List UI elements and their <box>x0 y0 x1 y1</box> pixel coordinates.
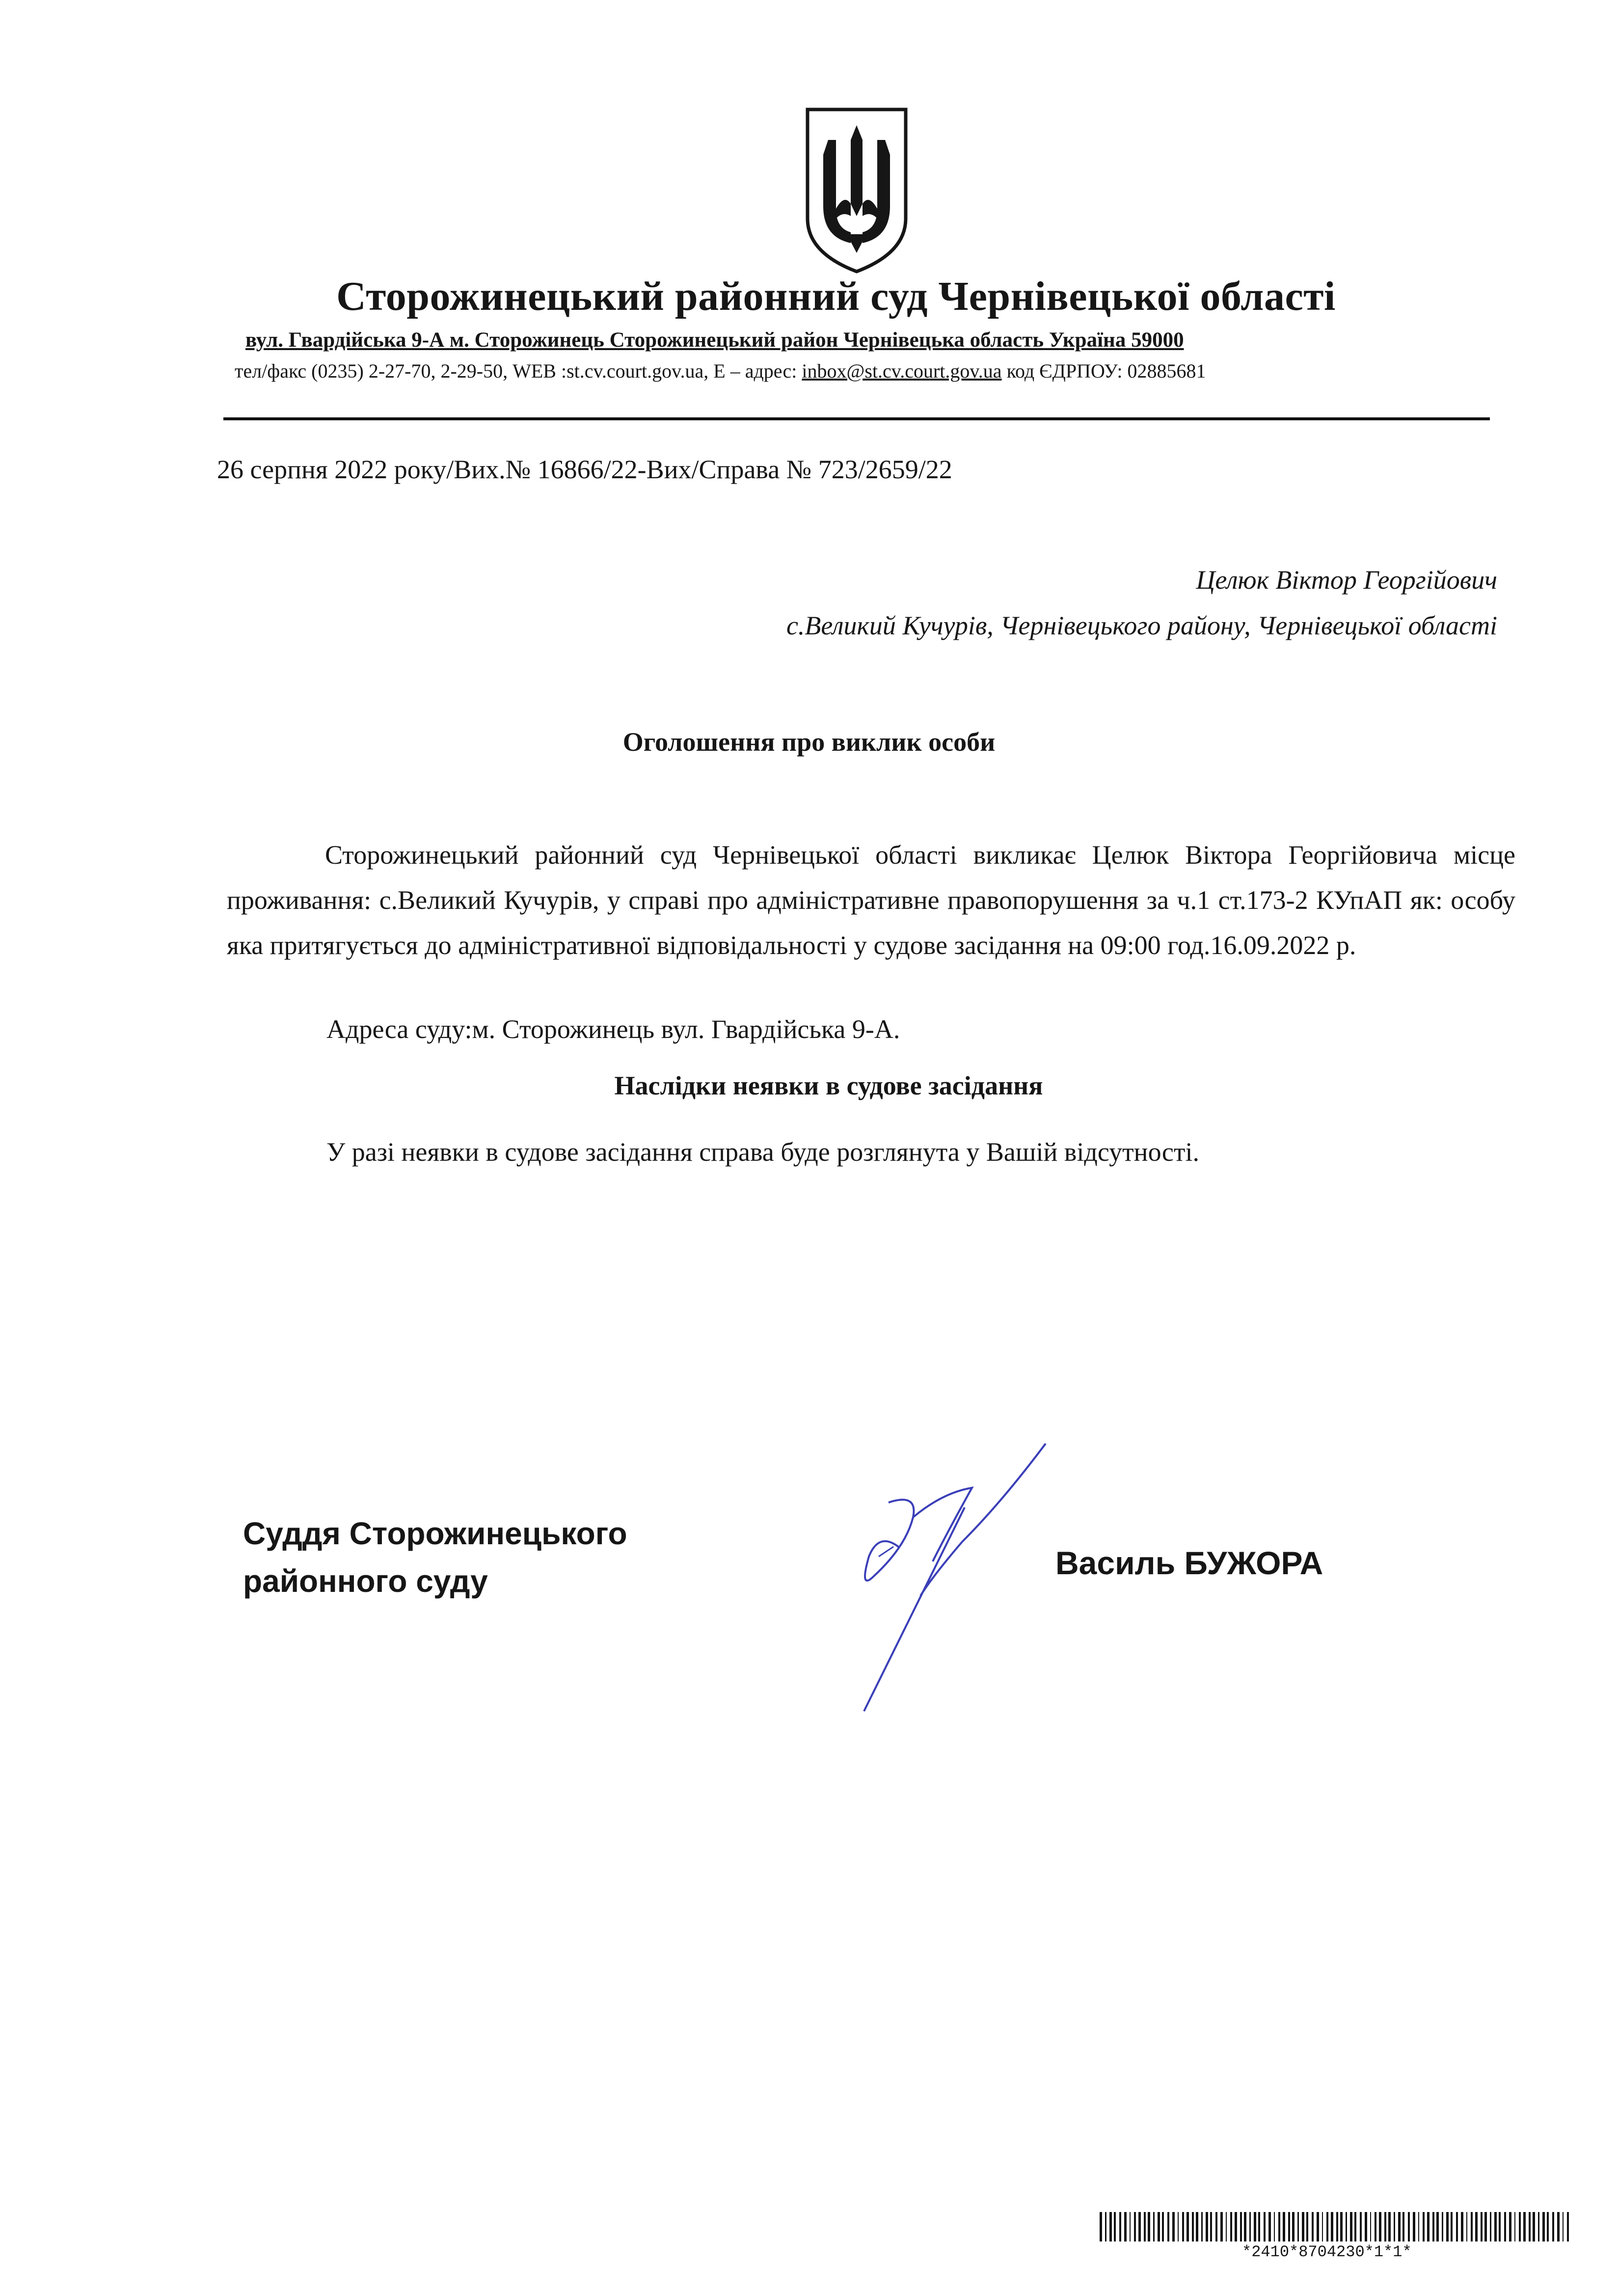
email-link[interactable]: inbox@st.cv.court.gov.ua <box>802 360 1002 382</box>
barcode-number: *2410*8704230*1*1* <box>1242 2243 1412 2261</box>
consequences-text: У разі неявки в судове засідання справа буде розглянута у Вашій відсутності. <box>326 1137 1199 1167</box>
recipient-block <box>786 557 1497 649</box>
recipient-address: с.Великий Кучурів, Чернівецького району, Чернівецької області <box>786 611 1497 640</box>
court-address: вул. Гвардійська 9-А м. Сторожинець Сторожинецький район Чернівецька область Україна 59000 <box>245 328 1184 352</box>
judge-title-line1: Суддя Сторожинецького <box>243 1516 627 1551</box>
trident-emblem-icon <box>798 106 916 275</box>
court-contacts <box>235 359 1206 383</box>
contacts-suffix: код ЄДРПОУ: 02885681 <box>1001 360 1206 382</box>
contacts-prefix: тел/факс (0235) 2-27-70, 2-29-50, WEB :st.cv.court.gov.ua, E – адрес: <box>235 360 802 382</box>
court-name: Сторожинецький районний суд Чернівецької області <box>336 273 1336 319</box>
recipient-name: Целюк Віктор Георгійович <box>1196 565 1497 595</box>
judge-title <box>243 1510 627 1605</box>
judge-name: Василь БУЖОРА <box>1055 1545 1323 1581</box>
document-reference: 26 серпня 2022 року/Вих.№ 16866/22-Вих/Справа № 723/2659/22 <box>217 455 952 484</box>
handwritten-signature <box>815 1434 1070 1719</box>
consequences-title: Наслідки неявки в судове засідання <box>614 1071 1043 1100</box>
barcode-icon <box>1100 2212 1576 2241</box>
court-address-line: Адреса суду:м. Сторожинець вул. Гвардійська 9-А. <box>326 1014 900 1044</box>
notice-title: Оголошення про виклик особи <box>622 727 996 757</box>
judge-title-line2: районного суду <box>243 1563 488 1599</box>
header-divider <box>223 417 1490 420</box>
notice-paragraph: Сторожинецький районний суд Чернівецької області викликає Целюк Віктора Георгійовича місце проживання: с.Великий Кучурів, у справі про адміністративне правопорушення за ч.1 ст.173-2 КУпАП як: особу яка притягується до адміністративної відповідальності у судове засідання на 09:00 год.16.09.2022 р. <box>227 840 1515 960</box>
